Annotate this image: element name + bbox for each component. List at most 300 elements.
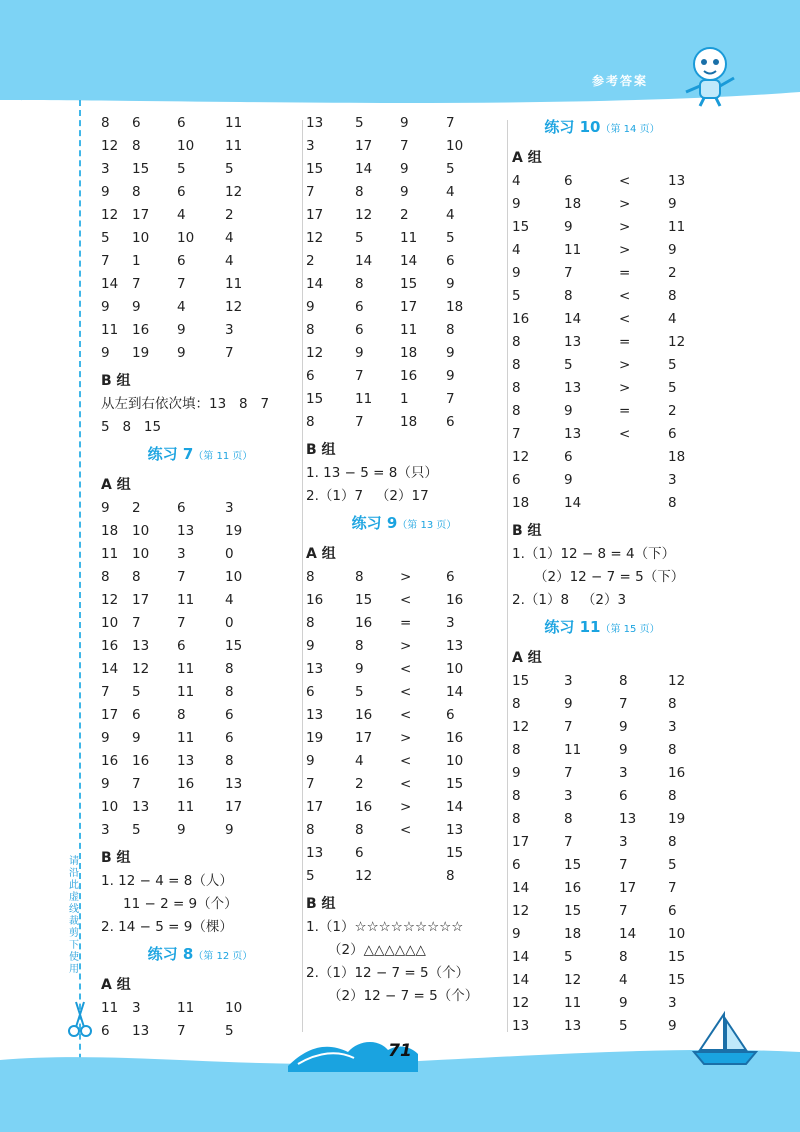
answer-cell: 12 [355, 868, 373, 884]
table-row [101, 796, 299, 819]
answer-cell: 4 [446, 207, 455, 223]
answer-cell: 12 [101, 138, 119, 154]
answer-cell: 9 [132, 730, 141, 746]
answer-cell: 3 [668, 995, 677, 1011]
answer-cell: 6 [132, 115, 141, 131]
answer-cell: 15 [355, 592, 373, 608]
answer-cell: 11 [400, 322, 418, 338]
answer-cell: 6 [512, 857, 521, 873]
column-divider [302, 120, 303, 1032]
answer-table [512, 670, 692, 1038]
answer-cell: 9 [564, 472, 573, 488]
answer-cell: 3 [101, 161, 110, 177]
answer-line: 11 − 2 = 9（个） [123, 896, 238, 912]
answer-cell: 9 [512, 196, 521, 212]
answer-cell: 17 [306, 207, 324, 223]
table-row [512, 808, 692, 831]
answer-cell: 7 [132, 276, 141, 292]
table-row [101, 135, 299, 158]
answer-table [101, 497, 299, 842]
answer-cell: 18 [101, 523, 119, 539]
exercise-title: 练习 10（第 14 页） [544, 118, 660, 136]
answer-cell: 14 [564, 495, 582, 511]
answer-cell: < [400, 753, 412, 769]
mascot-icon [676, 40, 746, 108]
answer-cell: 17 [225, 799, 243, 815]
answer-cell: 7 [564, 719, 573, 735]
answer-cell: 13 [668, 173, 686, 189]
answer-cell: 8 [512, 403, 521, 419]
answer-cell: 8 [225, 661, 234, 677]
answer-cell: 7 [619, 857, 628, 873]
exercise-title: 练习 8（第 12 页） [147, 945, 253, 963]
answer-cell: 3 [668, 719, 677, 735]
answer-cell: 11 [101, 322, 119, 338]
answer-cell: 9 [446, 368, 455, 384]
answer-cell: 7 [564, 765, 573, 781]
table-row [101, 497, 299, 520]
answer-cell: 17 [132, 207, 150, 223]
answer-cell: 8 [225, 753, 234, 769]
answer-cell: 7 [446, 115, 455, 131]
answer-cell: 9 [400, 184, 409, 200]
table-row [512, 354, 692, 377]
answer-cell: 13 [306, 115, 324, 131]
table-row [512, 400, 692, 423]
answer-cell: 9 [306, 299, 315, 315]
answer-cell: > [400, 638, 412, 654]
answer-cell: 6 [446, 414, 455, 430]
answer-cell: 7 [177, 569, 186, 585]
answer-cell: 8 [177, 707, 186, 723]
answer-cell: 7 [512, 426, 521, 442]
answer-line: 5 8 15 [101, 419, 162, 435]
answer-cell: 3 [306, 138, 315, 154]
answer-cell: 6 [225, 730, 234, 746]
group-heading: A 组 [101, 477, 131, 493]
answer-cell: 12 [512, 903, 530, 919]
answer-cell: 13 [619, 811, 637, 827]
answer-cell: 15 [132, 161, 150, 177]
answer-cell: 16 [446, 592, 464, 608]
answer-cell: 11 [400, 230, 418, 246]
answer-label: 参考答案 [592, 74, 649, 88]
answer-cell: 15 [446, 776, 464, 792]
answer-cell: 12 [306, 345, 324, 361]
answer-column-3 [512, 112, 692, 1038]
answer-cell: 8 [564, 811, 573, 827]
answer-cell: 3 [619, 765, 628, 781]
table-row [512, 377, 692, 400]
answer-cell: 13 [132, 638, 150, 654]
answer-cell: 10 [668, 926, 686, 942]
answer-cell: 8 [225, 684, 234, 700]
answer-cell: 8 [668, 495, 677, 511]
answer-cell: 10 [225, 569, 243, 585]
answer-cell: 14 [355, 253, 373, 269]
answer-cell: 16 [355, 707, 373, 723]
answer-cell: 8 [101, 115, 110, 131]
answer-cell: 10 [177, 230, 195, 246]
answer-cell: 11 [564, 995, 582, 1011]
answer-cell: 5 [668, 857, 677, 873]
answer-cell: 8 [355, 569, 364, 585]
answer-cell: 3 [446, 615, 455, 631]
answer-cell: 6 [177, 638, 186, 654]
group-heading: B 组 [101, 850, 131, 866]
answer-cell: 12 [512, 449, 530, 465]
answer-cell: 16 [101, 638, 119, 654]
answer-cell: 12 [355, 207, 373, 223]
answer-cell: 16 [512, 311, 530, 327]
answer-cell: 7 [132, 615, 141, 631]
answer-cell: 5 [619, 1018, 628, 1034]
answer-line: 1. 13 − 5 = 8（只） [306, 465, 438, 481]
answer-cell: 3 [564, 673, 573, 689]
answer-cell: 9 [306, 638, 315, 654]
answer-cell: 14 [512, 880, 530, 896]
table-row [512, 193, 692, 216]
answer-cell: 2 [400, 207, 409, 223]
table-row [101, 296, 299, 319]
answer-cell: 2 [225, 207, 234, 223]
answer-cell: 15 [306, 161, 324, 177]
answer-cell: 8 [512, 788, 521, 804]
group-heading: B 组 [306, 442, 336, 458]
answer-cell: 5 [446, 230, 455, 246]
answer-cell: 9 [446, 276, 455, 292]
answer-cell: 6 [132, 707, 141, 723]
answer-cell: 5 [306, 868, 315, 884]
answer-cell: 13 [564, 1018, 582, 1034]
table-row [306, 135, 502, 158]
answer-cell: 6 [306, 368, 315, 384]
answer-cell: 9 [101, 730, 110, 746]
answer-cell: 9 [512, 926, 521, 942]
table-row [512, 992, 692, 1015]
table-row [101, 158, 299, 181]
group-heading: B 组 [306, 896, 336, 912]
answer-cell: 17 [101, 707, 119, 723]
table-row [306, 750, 502, 773]
answer-cell: 11 [177, 799, 195, 815]
answer-cell: 8 [512, 696, 521, 712]
answer-cell: 9 [400, 161, 409, 177]
answer-cell: 12 [101, 207, 119, 223]
answer-cell: 10 [225, 1000, 243, 1016]
table-row [512, 969, 692, 992]
table-row [101, 112, 299, 135]
answer-cell: 3 [101, 822, 110, 838]
answer-table [512, 170, 692, 515]
answer-cell: 10 [132, 230, 150, 246]
answer-cell: 11 [177, 684, 195, 700]
table-row [306, 796, 502, 819]
table-row [306, 773, 502, 796]
answer-cell: 6 [564, 449, 573, 465]
table-row [101, 750, 299, 773]
answer-cell: 5 [668, 357, 677, 373]
answer-cell: 19 [132, 345, 150, 361]
answer-cell: 6 [446, 253, 455, 269]
table-row [101, 612, 299, 635]
answer-cell: 12 [668, 334, 686, 350]
answer-cell: 5 [132, 822, 141, 838]
table-row [512, 716, 692, 739]
table-row [101, 635, 299, 658]
answer-cell: 9 [306, 753, 315, 769]
answer-cell: 7 [564, 265, 573, 281]
answer-cell: 9 [101, 184, 110, 200]
answer-cell: 13 [177, 753, 195, 769]
table-row [101, 658, 299, 681]
answer-cell: 9 [132, 299, 141, 315]
table-row [306, 658, 502, 681]
answer-cell: = [400, 615, 412, 631]
answer-cell: > [400, 569, 412, 585]
answer-cell: 8 [306, 569, 315, 585]
answer-cell: 15 [668, 972, 686, 988]
table-row [512, 739, 692, 762]
answer-cell: > [400, 730, 412, 746]
answer-cell: 15 [306, 391, 324, 407]
answer-cell: > [619, 196, 631, 212]
table-row [101, 204, 299, 227]
answer-cell: = [619, 403, 631, 419]
answer-cell: 11 [668, 219, 686, 235]
answer-cell: 12 [512, 719, 530, 735]
answer-cell: 13 [564, 426, 582, 442]
answer-cell: 5 [355, 684, 364, 700]
answer-cell: 17 [512, 834, 530, 850]
answer-cell: 19 [668, 811, 686, 827]
answer-cell: 16 [400, 368, 418, 384]
answer-cell: 5 [355, 230, 364, 246]
answer-cell: 14 [564, 311, 582, 327]
answer-cell: 9 [400, 115, 409, 131]
answer-cell: 5 [564, 357, 573, 373]
sailboat-icon [690, 1010, 760, 1070]
answer-cell: 10 [446, 753, 464, 769]
answer-cell: 13 [177, 523, 195, 539]
table-row [512, 946, 692, 969]
answer-cell: 19 [306, 730, 324, 746]
answer-cell: < [400, 776, 412, 792]
answer-cell: 8 [355, 638, 364, 654]
answer-cell: 8 [668, 696, 677, 712]
answer-cell: < [619, 311, 631, 327]
answer-cell: < [619, 288, 631, 304]
answer-cell: 18 [564, 926, 582, 942]
answer-cell: 16 [564, 880, 582, 896]
answer-cell: 6 [668, 903, 677, 919]
table-row [306, 612, 502, 635]
answer-cell: 12 [132, 661, 150, 677]
answer-cell: 7 [400, 138, 409, 154]
table-row [512, 285, 692, 308]
answer-cell: 8 [668, 788, 677, 804]
answer-cell: 2 [355, 776, 364, 792]
answer-cell: 4 [512, 173, 521, 189]
answer-cell: > [619, 219, 631, 235]
answer-cell: 7 [177, 615, 186, 631]
answer-cell: 3 [564, 788, 573, 804]
answer-cell: 4 [512, 242, 521, 258]
answer-line: 2.（1）12 − 7 = 5（个） [306, 965, 470, 981]
answer-line: 2.（1）7 （2）17 [306, 488, 429, 504]
answer-cell: 8 [355, 822, 364, 838]
answer-cell: 2 [668, 265, 677, 281]
answer-cell: 6 [101, 1023, 110, 1039]
answer-cell: = [619, 334, 631, 350]
table-row [512, 1015, 692, 1038]
answer-cell: 11 [101, 1000, 119, 1016]
answer-cell: 9 [564, 219, 573, 235]
answer-cell: 11 [225, 138, 243, 154]
answer-cell: 9 [668, 1018, 677, 1034]
table-row [101, 520, 299, 543]
answer-cell: 9 [177, 322, 186, 338]
answer-cell: 9 [177, 345, 186, 361]
answer-cell: 7 [306, 776, 315, 792]
answer-cell: 7 [619, 903, 628, 919]
answer-cell: 3 [225, 500, 234, 516]
table-row [512, 785, 692, 808]
answer-cell: 15 [564, 903, 582, 919]
answer-cell: 8 [512, 380, 521, 396]
answer-cell: 14 [446, 684, 464, 700]
answer-cell: 7 [225, 345, 234, 361]
answer-cell: 3 [132, 1000, 141, 1016]
answer-table [306, 112, 502, 434]
answer-cell: 0 [225, 546, 234, 562]
answer-cell: < [619, 426, 631, 442]
answer-line: 1. 12 − 4 = 8（人） [101, 873, 233, 889]
answer-cell: 7 [101, 684, 110, 700]
answer-cell: 17 [355, 138, 373, 154]
answer-cell: 5 [225, 161, 234, 177]
answer-cell: 4 [668, 311, 677, 327]
answer-cell: 17 [619, 880, 637, 896]
answer-cell: 1 [400, 391, 409, 407]
table-row [101, 681, 299, 704]
answer-cell: 11 [225, 115, 243, 131]
table-row [306, 704, 502, 727]
table-row [306, 319, 502, 342]
answer-cell: 9 [564, 403, 573, 419]
answer-cell: 13 [306, 661, 324, 677]
answer-cell: 15 [446, 845, 464, 861]
answer-cell: 13 [446, 822, 464, 838]
answer-cell: 9 [668, 196, 677, 212]
table-row [101, 181, 299, 204]
table-row [512, 469, 692, 492]
answer-cell: 2 [132, 500, 141, 516]
answer-cell: 11 [177, 730, 195, 746]
table-row [306, 158, 502, 181]
answer-cell: 10 [132, 523, 150, 539]
answer-table [101, 112, 299, 365]
answer-cell: 8 [619, 673, 628, 689]
answer-cell: 9 [355, 345, 364, 361]
answer-cell: 12 [306, 230, 324, 246]
answer-table [306, 566, 502, 888]
answer-cell: 17 [355, 730, 373, 746]
table-row [306, 566, 502, 589]
table-row [101, 704, 299, 727]
answer-cell: 11 [177, 1000, 195, 1016]
table-row [101, 1020, 299, 1043]
answer-cell: 10 [446, 138, 464, 154]
table-row [512, 262, 692, 285]
table-row [306, 112, 502, 135]
answer-cell: 11 [564, 742, 582, 758]
answer-cell: 8 [306, 615, 315, 631]
answer-cell: 13 [225, 776, 243, 792]
answer-cell: 4 [446, 184, 455, 200]
table-row [512, 423, 692, 446]
table-row [306, 411, 502, 434]
group-heading: B 组 [512, 523, 542, 539]
answer-cell: 9 [225, 822, 234, 838]
answer-cell: 12 [512, 995, 530, 1011]
answer-cell: 6 [564, 173, 573, 189]
answer-cell: 10 [132, 546, 150, 562]
answer-cell: 16 [132, 322, 150, 338]
answer-cell: 5 [225, 1023, 234, 1039]
answer-cell: 18 [564, 196, 582, 212]
answer-cell: 9 [101, 500, 110, 516]
answer-cell: 12 [564, 972, 582, 988]
answer-cell: 8 [512, 742, 521, 758]
answer-cell: 6 [668, 426, 677, 442]
answer-cell: 9 [101, 776, 110, 792]
answer-cell: 8 [306, 822, 315, 838]
answer-column-2 [306, 112, 502, 1008]
answer-cell: 10 [177, 138, 195, 154]
answer-cell: 9 [619, 719, 628, 735]
answer-cell: 9 [619, 995, 628, 1011]
answer-cell: 8 [132, 138, 141, 154]
answer-line: 1.（1）☆☆☆☆☆☆☆☆☆ [306, 919, 464, 935]
answer-cell: 7 [446, 391, 455, 407]
answer-line: 2.（1）8 （2）3 [512, 592, 627, 608]
group-heading: A 组 [306, 546, 336, 562]
answer-cell: 8 [512, 811, 521, 827]
answer-cell: 16 [101, 753, 119, 769]
answer-cell: < [400, 592, 412, 608]
table-row [306, 727, 502, 750]
answer-cell: 9 [101, 299, 110, 315]
table-row [306, 388, 502, 411]
answer-cell: 4 [225, 230, 234, 246]
answer-cell: 10 [446, 661, 464, 677]
answer-cell: 3 [668, 472, 677, 488]
answer-cell: 6 [355, 845, 364, 861]
answer-line: 从左到右依次填：13 8 7 [101, 396, 270, 412]
answer-cell: 7 [668, 880, 677, 896]
answer-cell: 8 [512, 334, 521, 350]
answer-cell: 5 [132, 684, 141, 700]
answer-cell: 14 [306, 276, 324, 292]
answer-cell: 13 [306, 707, 324, 723]
answer-cell: 6 [355, 322, 364, 338]
answer-cell: 9 [619, 742, 628, 758]
answer-cell: 9 [564, 696, 573, 712]
answer-cell: 7 [355, 414, 364, 430]
table-row [306, 250, 502, 273]
answer-cell: 4 [177, 299, 186, 315]
